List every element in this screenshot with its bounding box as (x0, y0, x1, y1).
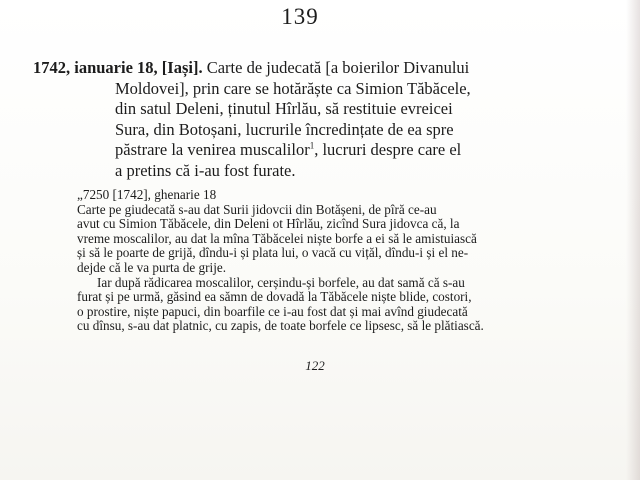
summary-text: , lucruri despre care el (314, 140, 462, 159)
summary-line: a pretins că i-au fost furate. (115, 160, 296, 180)
footnote-mark: 1 (309, 140, 315, 151)
document-summary (33, 58, 573, 181)
document-date: 1742, ianuarie 18, [Iași]. (33, 58, 203, 77)
summary-text: Carte de judecată [a boierilor Divanului (206, 58, 470, 77)
document-line: vreme moscalilor, au dat la mîna Tăbăcelei niște borfe a ei să le amistuiască (77, 230, 477, 246)
summary-line (33, 58, 573, 79)
document-line: o prostire, niște papuci, din boarfile ce i-au fost dat și mai avînd giudecată (77, 303, 468, 319)
page-number: 139 (281, 4, 319, 29)
document-heading: „7250 [1742], ghenarie 18 (77, 187, 217, 202)
summary-line: din satul Deleni, ținutul Hîrlău, să restituie evreicei (115, 99, 453, 118)
document-number: 122 (305, 358, 325, 373)
summary-text: păstrare la venirea muscalilor (115, 140, 310, 159)
document-line: furat și pe urmă, găsind ea sămn de dovadă la Tăbăcele niște blide, costori, (77, 289, 472, 305)
document-line: cu dînsu, s-au dat platnic, cu zapis, de toate borfele ce lipsesc, să le plătiască. (77, 318, 484, 334)
document-line: și să le poarte de grijă, dîndu-i și plata lui, o vacă cu vițăl, dîndu-i și el ne- (77, 245, 469, 261)
document-line: Carte pe giudecată s-au dat Surii jidovcii din Botășeni, de pîră ce-au (77, 201, 437, 217)
summary-line (33, 140, 573, 161)
document-transcription (77, 188, 555, 334)
summary-line: Sura, din Botoșani, lucrurile încredințate de ea spre (115, 119, 454, 139)
document-line: dejde că le va purta de grije. (77, 259, 227, 275)
document-line: avut cu Simion Tăbăcele, din Deleni ot Hîrlău, zicînd Sura jidovca că, la (77, 216, 460, 232)
page-edge-shadow (626, 0, 640, 480)
document-line: Iar după rădicarea moscalilor, cerșindu-și borfele, au dat samă că s-au (97, 274, 465, 290)
summary-line: Moldovei], prin care se hotărăște ca Simion Tăbăcele, (115, 78, 471, 98)
